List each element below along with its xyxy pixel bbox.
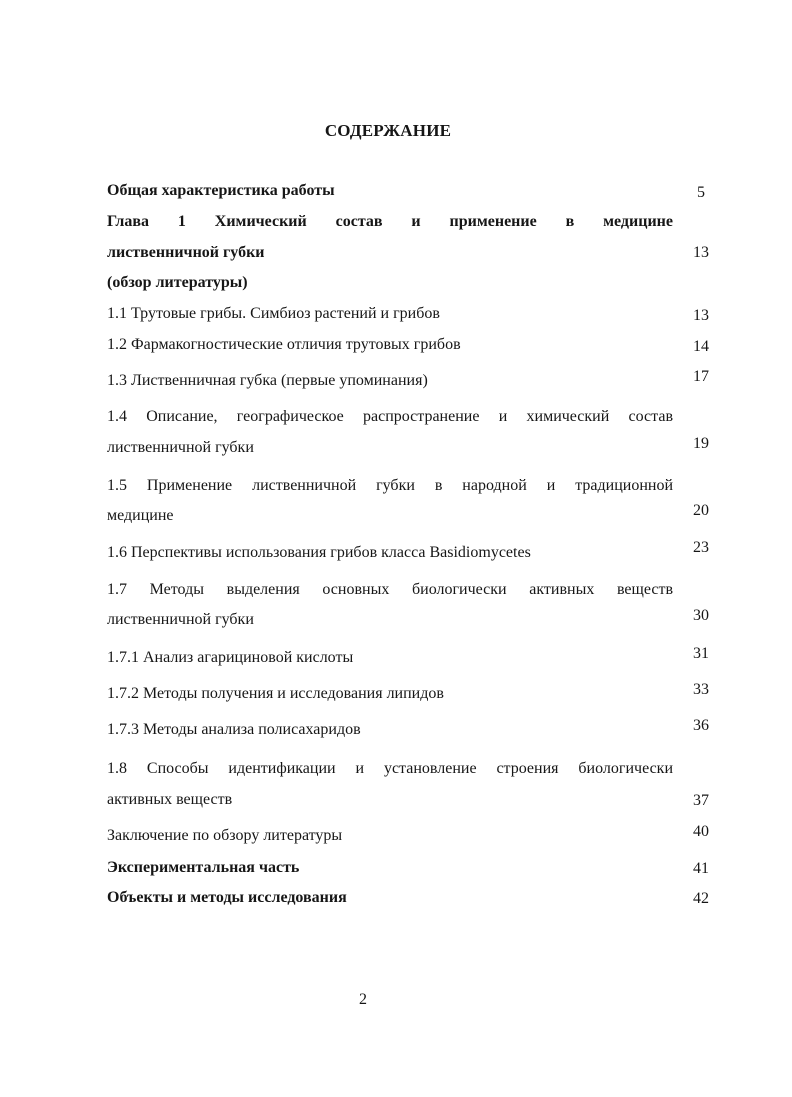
toc-entry-1-8-line-2: активных веществ — [107, 791, 233, 808]
toc-page-number: 41 — [693, 860, 709, 877]
toc-entry-1-5-line-1: 1.5 Применение лиственничной губки в народной и традиционной — [107, 477, 673, 494]
page-title: СОДЕРЖАНИЕ — [324, 121, 452, 140]
toc-page-number: 31 — [693, 645, 709, 662]
toc-entry-chapter-1-line-2: лиственничной губки — [107, 244, 265, 261]
toc-entry-conclusion: Заключение по обзору литературы — [107, 827, 343, 844]
toc-page-number: 33 — [693, 681, 709, 698]
toc-page-number: 23 — [693, 539, 709, 556]
toc-entry-chapter-1-line-1: Глава 1 Химический состав и применение в медицине — [107, 213, 673, 230]
toc-entry-1-8-line-1: 1.8 Способы идентификации и установление строения биологически — [107, 760, 673, 777]
toc-page-number: 17 — [693, 368, 709, 385]
toc-page-number: 37 — [693, 792, 709, 809]
toc-page-number: 13 — [693, 244, 709, 261]
toc-entry-1-5-line-2: медицине — [107, 507, 174, 524]
toc-page-number: 14 — [693, 338, 709, 355]
toc-page-number: 5 — [697, 184, 705, 201]
toc-entry-experimental-part: Экспериментальная часть — [107, 859, 300, 876]
toc-entry-objects-and-methods: Объекты и методы исследования — [107, 889, 347, 906]
toc-page-number: 19 — [693, 435, 709, 452]
toc-entry-1-1: 1.1 Трутовые грибы. Симбиоз растений и грибов — [107, 305, 440, 322]
toc-entry-1-7-3: 1.7.3 Методы анализа полисахаридов — [107, 721, 361, 738]
toc-entry-1-3: 1.3 Лиственничная губка (первые упоминания) — [107, 372, 428, 389]
toc-page-number: 36 — [693, 717, 709, 734]
toc-entry-1-7-line-1: 1.7 Методы выделения основных биологически активных веществ — [107, 581, 673, 598]
page-number-footer: 2 — [359, 991, 367, 1008]
toc-entry-chapter-1-line-3: (обзор литературы) — [107, 274, 248, 291]
toc-entry-general-characteristics: Общая характеристика работы — [107, 182, 335, 199]
toc-entry-1-2: 1.2 Фармакогностические отличия трутовых грибов — [107, 336, 461, 353]
toc-entry-1-6: 1.6 Перспективы использования грибов класса Basidiomycetes — [107, 544, 531, 561]
toc-page-number: 42 — [693, 890, 709, 907]
toc-entry-1-7-line-2: лиственничной губки — [107, 611, 254, 628]
toc-entry-1-4-line-2: лиственничной губки — [107, 439, 254, 456]
toc-page-number: 30 — [693, 607, 709, 624]
toc-page-number: 20 — [693, 502, 709, 519]
toc-entry-1-7-1: 1.7.1 Анализ агарициновой кислоты — [107, 649, 354, 666]
toc-entry-1-4-line-1: 1.4 Описание, географическое распространение и химический состав — [107, 408, 673, 425]
toc-page-number: 40 — [693, 823, 709, 840]
toc-page-number: 13 — [693, 307, 709, 324]
toc-entry-1-7-2: 1.7.2 Методы получения и исследования липидов — [107, 685, 444, 702]
